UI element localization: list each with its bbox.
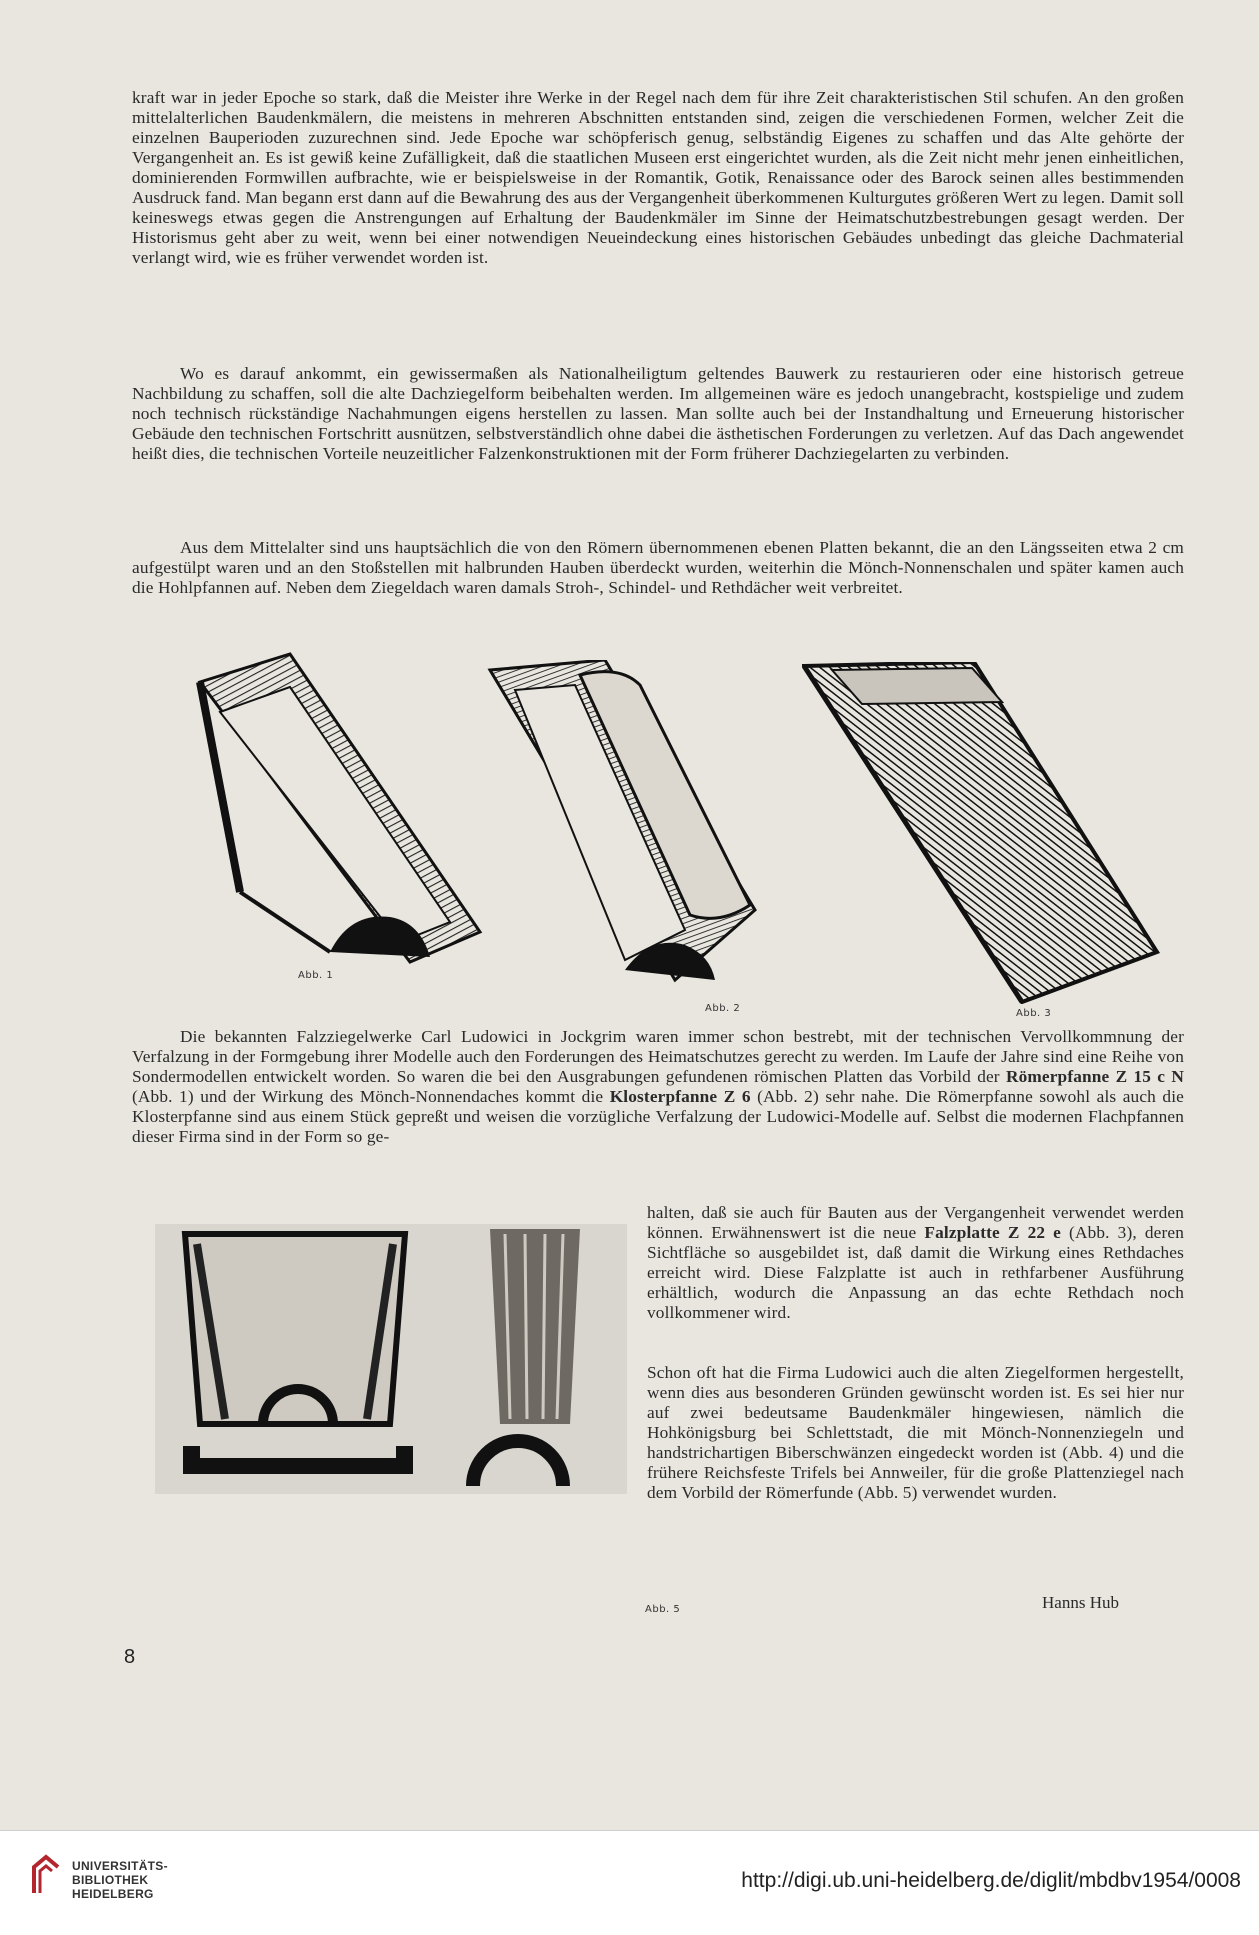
figure-falzplatte [802, 662, 1162, 1004]
figure-roemerfunde-platte [155, 1224, 627, 1494]
figure-roemerpfanne [180, 652, 490, 982]
caption-abb-2: Abb. 2 [705, 1003, 741, 1014]
product-falzplatte: Falzplatte Z 22 e [924, 1223, 1061, 1242]
paragraph-4-text-end: (Abb. 2) sehr nahe. Die Römerpfanne sowohl als auch die Klosterpfanne sind aus einem Stück gepreßt und weisen die vorzügliche Verfalzung der Ludowici-Modelle auf. Selbst die modernen Flachpfannen dieser Firma sind in der Form so ge- [132, 1087, 1184, 1146]
paragraph-3: Aus dem Mittelalter sind uns hauptsächlich die von den Römern übernommenen ebenen Platten bekannt, die an den Längsseiten etwa 2 cm aufgestülpt waren und an den Stoßstellen mit halbrunden Hauben überdeckt wurden, weiterhin die Mönch-Nonnenschalen und später kamen auch die Hohlpfannen auf. Neben dem Ziegeldach waren damals Stroh-, Schindel- und Rethdächer weit verbreitet. [132, 538, 1184, 597]
permalink-url[interactable]: http://digi.ub.uni-heidelberg.de/diglit/mbdbv1954/0008 [741, 1869, 1241, 1892]
caption-abb-1: Abb. 1 [298, 970, 334, 981]
paragraph-4-text-start: Die bekannten Falzziegelwerke Carl Ludowici in Jockgrim waren immer schon bestrebt, mit der technischen Vervollkommnung der Verfalzung in der Formgebung ihrer Modelle auch den Forderungen des Heimatschutzes gerecht zu werden. Im Laufe der Jahre sind eine Reihe von Sondermodellen entwickelt worden. So waren die bei den Ausgrabungen gefundenen römischen Platten das Vorbild der [132, 1027, 1184, 1086]
logo-line-2: BIBLIOTHEK [72, 1873, 149, 1887]
caption-abb-5: Abb. 5 [645, 1604, 681, 1615]
paragraph-5-text-end: (Abb. 3), deren Sichtfläche so ausgebildet ist, daß damit die Wirkung eines Rethdaches erreicht wird. Diese Falzplatte ist auch in rethfarbener Ausführung erhältlich, wodurch die Anpassung an das echte Rethdach noch vollkommener wird. [647, 1223, 1184, 1322]
paragraph-1: kraft war in jeder Epoche so stark, daß die Meister ihre Werke in der Regel nach dem für ihre Zeit charakteristischen Stil schufen. An den großen mittelalterlichen Baudenkmälern, die meistens in mehreren Abschnitten entstanden sind, zeigen die verschiedenen Formen, welcher Zeit die einzelnen Bauperioden zuzurechnen sind. Jede Epoche war schöpferisch genug, selbständig Eigenes zu schaffen und das Alte gehörte der Vergangenheit an. Es ist gewiß keine Zufälligkeit, daß die staatlichen Museen erst eingerichtet wurden, als die Zeit nicht mehr jenen einheitlichen, dominierenden Formwillen aufbrachte, wie er beispielsweise in der Romantik, Gotik, Renaissance oder des Barock seinen alles bestimmenden Ausdruck fand. Man begann erst dann auf die Bewahrung des aus der Vergangenheit überkommenen Kulturgutes größeren Wert zu legen. Damit soll keineswegs etwas gegen die Anstrengungen auf Erhaltung der Baudenkmäler im Sinne der Heimatschutzbestrebungen gesagt werden. Der Historismus geht aber zu weit, wenn bei einer notwendigen Neueindeckung eines historischen Gebäudes unbedingt das gleiche Dachmaterial verlangt wird, wie es früher verwendet worden ist. [132, 88, 1184, 267]
paragraph-5 [647, 1203, 1184, 1323]
paragraph-2: Wo es darauf ankommt, ein gewissermaßen als Nationalheiligtum geltendes Bauwerk zu restaurieren oder eine historisch getreue Nachbildung zu schaffen, soll die alte Dachziegelform beibehalten werden. Im allgemeinen wäre es jedoch unangebracht, kostspielige und zudem noch technisch rückständige Nachahmungen eigens herstellen zu lassen. Man sollte auch bei der Instandhaltung und Erneuerung historischer Gebäude den technischen Fortschritt ausnützen, selbstverständlich ohne dabei die ästhetischen Forderungen zu verletzen. Auf das Dach angewendet heißt dies, die technischen Vorteile neuzeitlicher Falzenkonstruktionen mit der Form früherer Dachziegelarten zu verbinden. [132, 364, 1184, 463]
library-logo-icon [30, 1853, 62, 1897]
paragraph-6: Schon oft hat die Firma Ludowici auch die alten Ziegelformen hergestellt, wenn dies aus besonderen Gründen gewünscht worden ist. Es sei hier nur auf zwei bedeutsame Baudenkmäler hingewiesen, nämlich die Hohkönigsburg bei Schlettstadt, die mit Mönch-Nonnenziegeln und handstrichartigen Biberschwänzen eingedeckt worden ist (Abb. 4) und die frühere Reichsfeste Trifels bei Annweiler, für die große Plattenziegel nach dem Vorbild der Römerfunde (Abb. 5) verwendet wurden. [647, 1363, 1184, 1502]
viewer-footer [0, 1830, 1259, 1935]
page-number: 8 [124, 1646, 136, 1668]
caption-abb-3: Abb. 3 [1016, 1008, 1052, 1019]
figure-klosterpfanne [485, 660, 775, 990]
paragraph-4-text-mid: (Abb. 1) und der Wirkung des Mönch-Nonnendaches kommt die [132, 1087, 604, 1106]
paragraph-4 [132, 1027, 1184, 1147]
logo-line-1: UNIVERSITÄTS- [72, 1859, 168, 1873]
product-roemerpfanne: Römerpfanne Z 15 c N [1005, 1067, 1184, 1086]
library-logo-text [72, 1859, 168, 1901]
author-signature: Hanns Hub [1042, 1593, 1119, 1612]
product-klosterpfanne: Klosterpfanne Z 6 [609, 1087, 751, 1106]
paragraph-5-text-start: halten, daß sie auch für Bauten aus der Vergangenheit verwendet werden können. Erwähnenswert ist die neue [647, 1203, 1184, 1242]
logo-line-3: HEIDELBERG [72, 1887, 154, 1901]
